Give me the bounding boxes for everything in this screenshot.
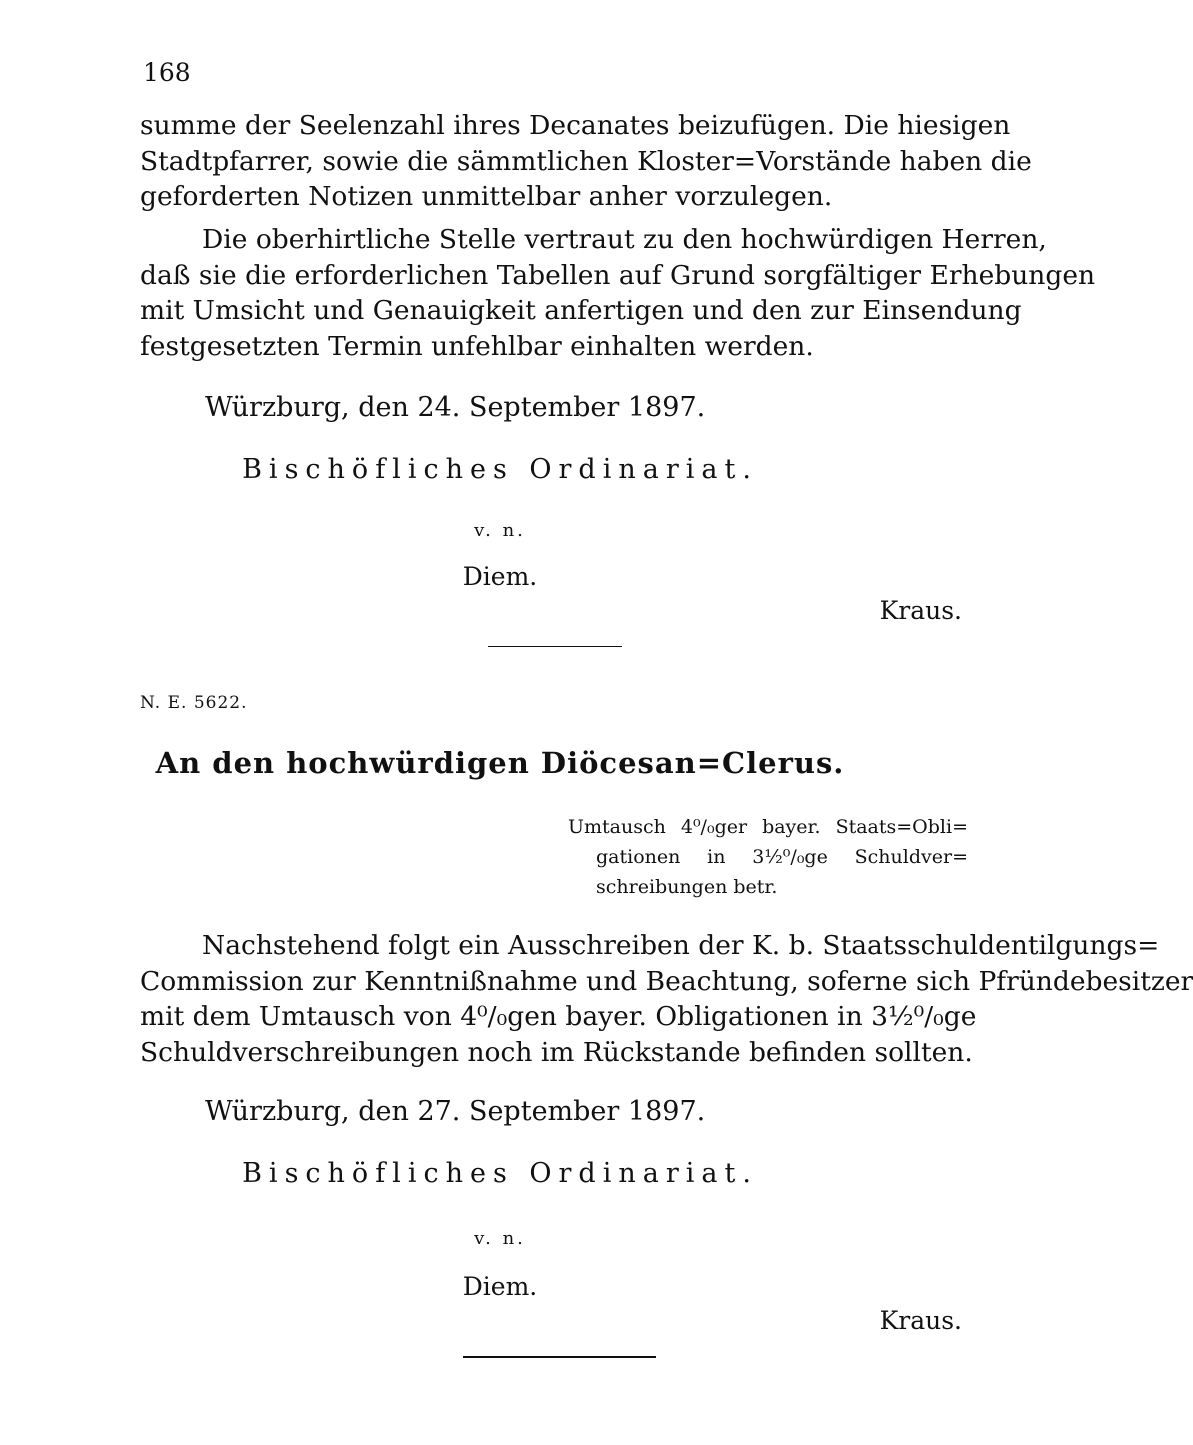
vn-abbreviation: v. n.: [474, 520, 526, 541]
reference-number: N. E. 5622.: [140, 693, 248, 713]
vn-abbreviation: v. n.: [474, 1228, 526, 1249]
date-line: Würzburg, den 27. September 1897.: [205, 1096, 706, 1127]
separator-rule: [488, 646, 622, 647]
text-line: mit Umsicht und Genauigkeit anfertigen und den zur Einsendung: [140, 295, 1022, 326]
ordinariat-title: Bischöfliches Ordinariat.: [242, 454, 758, 485]
text-line: Stadtpfarrer, sowie die sämmtlichen Kloster=Vorstände haben die: [140, 145, 1032, 177]
text-line: daß sie die erforderlichen Tabellen auf Grund sorgfältiger Erhebungen: [140, 259, 1096, 291]
subject-line: Umtausch 4⁰/₀ger bayer. Staats=Obli=: [568, 816, 968, 838]
ordinariat-title: Bischöfliches Ordinariat.: [242, 1158, 758, 1189]
text-line: Die oberhirtliche Stelle vertraut zu den hochwürdigen Herren,: [202, 224, 1047, 255]
text-line: festgesetzten Termin unfehlbar einhalten werden.: [140, 330, 814, 362]
paragraph-3: [140, 928, 1193, 1070]
signature-diem: Diem.: [462, 562, 538, 591]
text-line: Nachstehend folgt ein Ausschreiben der K. b. Staatsschuldentilgungs=: [202, 930, 1160, 961]
date-line: Würzburg, den 24. September 1897.: [205, 392, 706, 423]
page-number: 168: [143, 58, 191, 87]
paragraph-1: [140, 108, 1032, 215]
subject-line: schreibungen betr.: [596, 876, 778, 898]
separator-rule: [463, 1356, 656, 1358]
text-line: Schuldverschreibungen noch im Rückstande befinden sollten.: [140, 1036, 973, 1068]
paragraph-2: [140, 222, 1096, 364]
subject-line: gationen in 3½⁰/₀ge Schuldver=: [596, 846, 968, 868]
signature-kraus: Kraus.: [879, 596, 962, 625]
subject-note: [568, 812, 968, 902]
signature-kraus: Kraus.: [879, 1306, 962, 1335]
signature-diem: Diem.: [462, 1272, 538, 1301]
text-line: Commission zur Kenntnißnahme und Beachtung, soferne sich Pfründebesitzer: [140, 965, 1193, 997]
text-line: summe der Seelenzahl ihres Decanates beizufügen. Die hiesigen: [140, 110, 1011, 141]
text-line: mit dem Umtausch von 4⁰/₀gen bayer. Obligationen in 3½⁰/₀ge: [140, 1001, 977, 1032]
section-heading: An den hochwürdigen Diöcesan=Clerus.: [155, 746, 845, 780]
text-line: geforderten Notizen unmittelbar anher vorzulegen.: [140, 181, 833, 212]
